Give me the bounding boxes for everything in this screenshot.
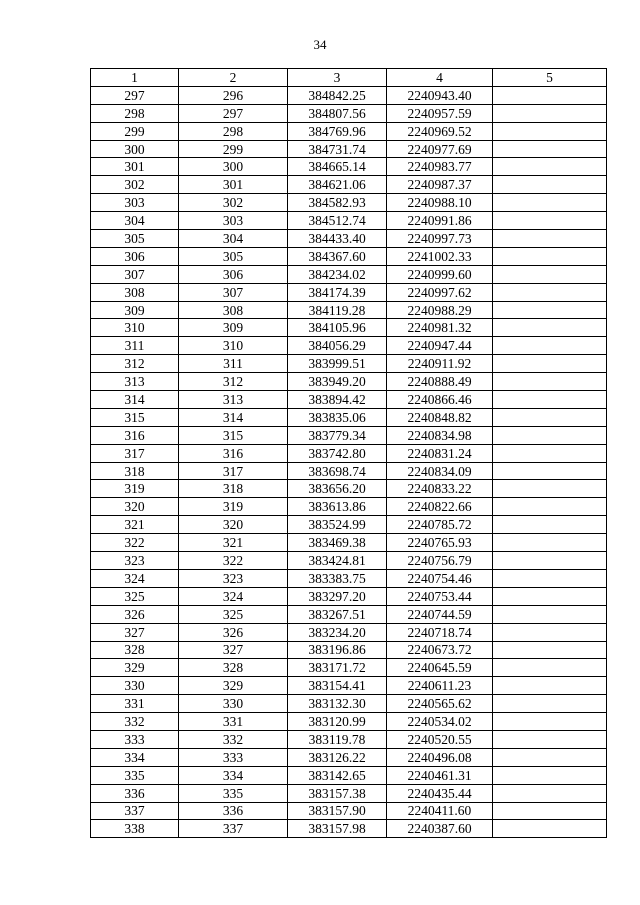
cell-y-coordinate: 2240834.98 — [387, 426, 493, 444]
cell-point-number: 319 — [91, 480, 179, 498]
cell-y-coordinate: 2240988.29 — [387, 301, 493, 319]
cell-x-coordinate: 383157.90 — [288, 802, 387, 820]
header-cell-5: 5 — [493, 69, 607, 87]
cell-previous-point: 324 — [179, 587, 288, 605]
table-row — [91, 86, 607, 104]
cell-x-coordinate: 383119.78 — [288, 730, 387, 748]
table-row — [91, 587, 607, 605]
cell-x-coordinate: 384842.25 — [288, 86, 387, 104]
cell-x-coordinate: 384174.39 — [288, 283, 387, 301]
cell-point-number: 336 — [91, 784, 179, 802]
cell-x-coordinate: 384665.14 — [288, 158, 387, 176]
cell-x-coordinate: 383999.51 — [288, 355, 387, 373]
table-header — [91, 69, 607, 87]
cell-previous-point: 337 — [179, 820, 288, 838]
table-row — [91, 426, 607, 444]
table-row — [91, 552, 607, 570]
cell-note — [493, 408, 607, 426]
cell-y-coordinate: 2240461.31 — [387, 766, 493, 784]
cell-y-coordinate: 2240969.52 — [387, 122, 493, 140]
cell-y-coordinate: 2240831.24 — [387, 444, 493, 462]
cell-x-coordinate: 383267.51 — [288, 605, 387, 623]
cell-x-coordinate: 384582.93 — [288, 194, 387, 212]
cell-note — [493, 784, 607, 802]
cell-x-coordinate: 383656.20 — [288, 480, 387, 498]
cell-point-number: 332 — [91, 713, 179, 731]
cell-y-coordinate: 2240756.79 — [387, 552, 493, 570]
cell-y-coordinate: 2240888.49 — [387, 373, 493, 391]
cell-point-number: 329 — [91, 659, 179, 677]
cell-previous-point: 309 — [179, 319, 288, 337]
cell-note — [493, 552, 607, 570]
cell-note — [493, 212, 607, 230]
cell-note — [493, 730, 607, 748]
cell-previous-point: 329 — [179, 677, 288, 695]
table-row — [91, 605, 607, 623]
cell-note — [493, 802, 607, 820]
table-row — [91, 337, 607, 355]
cell-x-coordinate: 384807.56 — [288, 104, 387, 122]
cell-point-number: 303 — [91, 194, 179, 212]
cell-note — [493, 695, 607, 713]
cell-note — [493, 587, 607, 605]
cell-previous-point: 299 — [179, 140, 288, 158]
cell-y-coordinate: 2240997.73 — [387, 230, 493, 248]
cell-previous-point: 332 — [179, 730, 288, 748]
cell-x-coordinate: 383949.20 — [288, 373, 387, 391]
header-cell-2: 2 — [179, 69, 288, 87]
table-row — [91, 301, 607, 319]
cell-previous-point: 331 — [179, 713, 288, 731]
cell-previous-point: 316 — [179, 444, 288, 462]
cell-y-coordinate: 2240534.02 — [387, 713, 493, 731]
cell-point-number: 302 — [91, 176, 179, 194]
cell-note — [493, 247, 607, 265]
cell-x-coordinate: 383383.75 — [288, 569, 387, 587]
cell-previous-point: 320 — [179, 516, 288, 534]
cell-point-number: 308 — [91, 283, 179, 301]
cell-y-coordinate: 2240987.37 — [387, 176, 493, 194]
cell-x-coordinate: 383698.74 — [288, 462, 387, 480]
cell-x-coordinate: 384105.96 — [288, 319, 387, 337]
cell-previous-point: 335 — [179, 784, 288, 802]
cell-y-coordinate: 2240744.59 — [387, 605, 493, 623]
cell-x-coordinate: 383234.20 — [288, 623, 387, 641]
cell-previous-point: 318 — [179, 480, 288, 498]
cell-previous-point: 313 — [179, 391, 288, 409]
cell-y-coordinate: 2240866.46 — [387, 391, 493, 409]
cell-y-coordinate: 2240520.55 — [387, 730, 493, 748]
cell-y-coordinate: 2240983.77 — [387, 158, 493, 176]
cell-note — [493, 140, 607, 158]
cell-previous-point: 303 — [179, 212, 288, 230]
cell-point-number: 318 — [91, 462, 179, 480]
cell-previous-point: 296 — [179, 86, 288, 104]
cell-point-number: 327 — [91, 623, 179, 641]
cell-point-number: 322 — [91, 534, 179, 552]
cell-y-coordinate: 2240947.44 — [387, 337, 493, 355]
cell-point-number: 334 — [91, 748, 179, 766]
cell-x-coordinate: 383171.72 — [288, 659, 387, 677]
cell-y-coordinate: 2240991.86 — [387, 212, 493, 230]
cell-previous-point: 307 — [179, 283, 288, 301]
cell-note — [493, 158, 607, 176]
cell-x-coordinate: 384234.02 — [288, 265, 387, 283]
cell-previous-point: 322 — [179, 552, 288, 570]
cell-x-coordinate: 384433.40 — [288, 230, 387, 248]
cell-point-number: 301 — [91, 158, 179, 176]
cell-note — [493, 176, 607, 194]
cell-previous-point: 298 — [179, 122, 288, 140]
cell-y-coordinate: 2240718.74 — [387, 623, 493, 641]
cell-previous-point: 312 — [179, 373, 288, 391]
cell-note — [493, 605, 607, 623]
cell-x-coordinate: 383742.80 — [288, 444, 387, 462]
table-row — [91, 713, 607, 731]
cell-y-coordinate: 2240754.46 — [387, 569, 493, 587]
cell-note — [493, 498, 607, 516]
cell-previous-point: 323 — [179, 569, 288, 587]
table-row — [91, 677, 607, 695]
cell-previous-point: 326 — [179, 623, 288, 641]
cell-previous-point: 317 — [179, 462, 288, 480]
cell-note — [493, 677, 607, 695]
cell-x-coordinate: 383157.38 — [288, 784, 387, 802]
cell-point-number: 314 — [91, 391, 179, 409]
cell-y-coordinate: 2240496.08 — [387, 748, 493, 766]
cell-y-coordinate: 2240822.66 — [387, 498, 493, 516]
table-row — [91, 265, 607, 283]
cell-point-number: 324 — [91, 569, 179, 587]
cell-x-coordinate: 383154.41 — [288, 677, 387, 695]
cell-note — [493, 319, 607, 337]
cell-point-number: 309 — [91, 301, 179, 319]
cell-y-coordinate: 2240673.72 — [387, 641, 493, 659]
cell-point-number: 337 — [91, 802, 179, 820]
table-row — [91, 391, 607, 409]
cell-note — [493, 748, 607, 766]
cell-note — [493, 444, 607, 462]
cell-previous-point: 330 — [179, 695, 288, 713]
cell-note — [493, 462, 607, 480]
table-row — [91, 319, 607, 337]
table-row — [91, 230, 607, 248]
cell-x-coordinate: 383524.99 — [288, 516, 387, 534]
cell-note — [493, 194, 607, 212]
cell-note — [493, 104, 607, 122]
cell-point-number: 311 — [91, 337, 179, 355]
cell-y-coordinate: 2240435.44 — [387, 784, 493, 802]
cell-point-number: 320 — [91, 498, 179, 516]
cell-previous-point: 328 — [179, 659, 288, 677]
cell-point-number: 310 — [91, 319, 179, 337]
cell-note — [493, 426, 607, 444]
table-row — [91, 480, 607, 498]
cell-y-coordinate: 2240977.69 — [387, 140, 493, 158]
cell-previous-point: 314 — [179, 408, 288, 426]
table-body — [91, 86, 607, 837]
cell-y-coordinate: 2240943.40 — [387, 86, 493, 104]
cell-note — [493, 534, 607, 552]
table-row — [91, 802, 607, 820]
cell-previous-point: 334 — [179, 766, 288, 784]
cell-previous-point: 300 — [179, 158, 288, 176]
cell-point-number: 315 — [91, 408, 179, 426]
cell-previous-point: 321 — [179, 534, 288, 552]
table-row — [91, 408, 607, 426]
cell-x-coordinate: 383894.42 — [288, 391, 387, 409]
cell-x-coordinate: 383126.22 — [288, 748, 387, 766]
table-row — [91, 104, 607, 122]
table-row — [91, 212, 607, 230]
cell-point-number: 335 — [91, 766, 179, 784]
cell-point-number: 304 — [91, 212, 179, 230]
table-row — [91, 623, 607, 641]
table-row — [91, 122, 607, 140]
header-cell-1: 1 — [91, 69, 179, 87]
cell-note — [493, 391, 607, 409]
cell-x-coordinate: 384367.60 — [288, 247, 387, 265]
cell-point-number: 312 — [91, 355, 179, 373]
cell-x-coordinate: 383424.81 — [288, 552, 387, 570]
cell-y-coordinate: 2240957.59 — [387, 104, 493, 122]
cell-note — [493, 480, 607, 498]
cell-x-coordinate: 383120.99 — [288, 713, 387, 731]
table-row — [91, 355, 607, 373]
cell-y-coordinate: 2240387.60 — [387, 820, 493, 838]
cell-point-number: 328 — [91, 641, 179, 659]
cell-y-coordinate: 2240848.82 — [387, 408, 493, 426]
cell-point-number: 300 — [91, 140, 179, 158]
cell-previous-point: 325 — [179, 605, 288, 623]
cell-note — [493, 265, 607, 283]
table-row — [91, 748, 607, 766]
cell-point-number: 307 — [91, 265, 179, 283]
cell-note — [493, 623, 607, 641]
cell-point-number: 323 — [91, 552, 179, 570]
table-row — [91, 766, 607, 784]
cell-point-number: 316 — [91, 426, 179, 444]
cell-note — [493, 659, 607, 677]
cell-previous-point: 304 — [179, 230, 288, 248]
header-cell-4: 4 — [387, 69, 493, 87]
cell-x-coordinate: 384512.74 — [288, 212, 387, 230]
cell-x-coordinate: 384621.06 — [288, 176, 387, 194]
cell-point-number: 333 — [91, 730, 179, 748]
cell-point-number: 325 — [91, 587, 179, 605]
table-row — [91, 176, 607, 194]
cell-y-coordinate: 2240611.23 — [387, 677, 493, 695]
cell-x-coordinate: 383835.06 — [288, 408, 387, 426]
cell-previous-point: 327 — [179, 641, 288, 659]
cell-point-number: 298 — [91, 104, 179, 122]
cell-y-coordinate: 2240981.32 — [387, 319, 493, 337]
cell-y-coordinate: 2240997.62 — [387, 283, 493, 301]
cell-x-coordinate: 383142.65 — [288, 766, 387, 784]
cell-y-coordinate: 2241002.33 — [387, 247, 493, 265]
table-row — [91, 194, 607, 212]
cell-previous-point: 306 — [179, 265, 288, 283]
cell-point-number: 330 — [91, 677, 179, 695]
cell-point-number: 305 — [91, 230, 179, 248]
cell-note — [493, 230, 607, 248]
cell-previous-point: 301 — [179, 176, 288, 194]
cell-point-number: 326 — [91, 605, 179, 623]
cell-point-number: 299 — [91, 122, 179, 140]
cell-point-number: 338 — [91, 820, 179, 838]
cell-x-coordinate: 383613.86 — [288, 498, 387, 516]
cell-previous-point: 297 — [179, 104, 288, 122]
cell-point-number: 313 — [91, 373, 179, 391]
page-number: 34 — [313, 37, 327, 52]
table-row — [91, 462, 607, 480]
table-row — [91, 158, 607, 176]
cell-y-coordinate: 2240988.10 — [387, 194, 493, 212]
cell-point-number: 331 — [91, 695, 179, 713]
cell-note — [493, 820, 607, 838]
cell-previous-point: 315 — [179, 426, 288, 444]
cell-x-coordinate: 383157.98 — [288, 820, 387, 838]
cell-note — [493, 641, 607, 659]
table-row — [91, 730, 607, 748]
cell-y-coordinate: 2240785.72 — [387, 516, 493, 534]
cell-note — [493, 337, 607, 355]
table-row — [91, 373, 607, 391]
cell-y-coordinate: 2240911.92 — [387, 355, 493, 373]
cell-x-coordinate: 383132.30 — [288, 695, 387, 713]
table-header-row — [91, 69, 607, 87]
table-row — [91, 641, 607, 659]
table-row — [91, 140, 607, 158]
cell-x-coordinate: 383196.86 — [288, 641, 387, 659]
cell-point-number: 321 — [91, 516, 179, 534]
cell-x-coordinate: 383469.38 — [288, 534, 387, 552]
cell-previous-point: 305 — [179, 247, 288, 265]
table-row — [91, 498, 607, 516]
cell-previous-point: 302 — [179, 194, 288, 212]
cell-previous-point: 310 — [179, 337, 288, 355]
table-row — [91, 444, 607, 462]
table-row — [91, 695, 607, 713]
cell-previous-point: 308 — [179, 301, 288, 319]
cell-note — [493, 569, 607, 587]
cell-x-coordinate: 384119.28 — [288, 301, 387, 319]
cell-x-coordinate: 384769.96 — [288, 122, 387, 140]
cell-x-coordinate: 383297.20 — [288, 587, 387, 605]
cell-point-number: 297 — [91, 86, 179, 104]
cell-y-coordinate: 2240645.59 — [387, 659, 493, 677]
table-row — [91, 784, 607, 802]
table-row — [91, 516, 607, 534]
coordinates-table — [90, 68, 607, 838]
cell-note — [493, 301, 607, 319]
cell-note — [493, 373, 607, 391]
cell-y-coordinate: 2240834.09 — [387, 462, 493, 480]
cell-point-number: 317 — [91, 444, 179, 462]
cell-x-coordinate: 384731.74 — [288, 140, 387, 158]
cell-x-coordinate: 383779.34 — [288, 426, 387, 444]
table-row — [91, 569, 607, 587]
cell-y-coordinate: 2240833.22 — [387, 480, 493, 498]
cell-y-coordinate: 2240565.62 — [387, 695, 493, 713]
cell-y-coordinate: 2240411.60 — [387, 802, 493, 820]
cell-y-coordinate: 2240765.93 — [387, 534, 493, 552]
table-row — [91, 534, 607, 552]
cell-note — [493, 713, 607, 731]
cell-previous-point: 333 — [179, 748, 288, 766]
cell-note — [493, 122, 607, 140]
cell-note — [493, 355, 607, 373]
cell-point-number: 306 — [91, 247, 179, 265]
cell-y-coordinate: 2240753.44 — [387, 587, 493, 605]
cell-note — [493, 283, 607, 301]
cell-note — [493, 766, 607, 784]
cell-previous-point: 311 — [179, 355, 288, 373]
cell-previous-point: 319 — [179, 498, 288, 516]
cell-note — [493, 516, 607, 534]
cell-x-coordinate: 384056.29 — [288, 337, 387, 355]
table-row — [91, 283, 607, 301]
table-row — [91, 659, 607, 677]
header-cell-3: 3 — [288, 69, 387, 87]
table-row — [91, 247, 607, 265]
cell-y-coordinate: 2240999.60 — [387, 265, 493, 283]
cell-note — [493, 86, 607, 104]
cell-previous-point: 336 — [179, 802, 288, 820]
table-row — [91, 820, 607, 838]
